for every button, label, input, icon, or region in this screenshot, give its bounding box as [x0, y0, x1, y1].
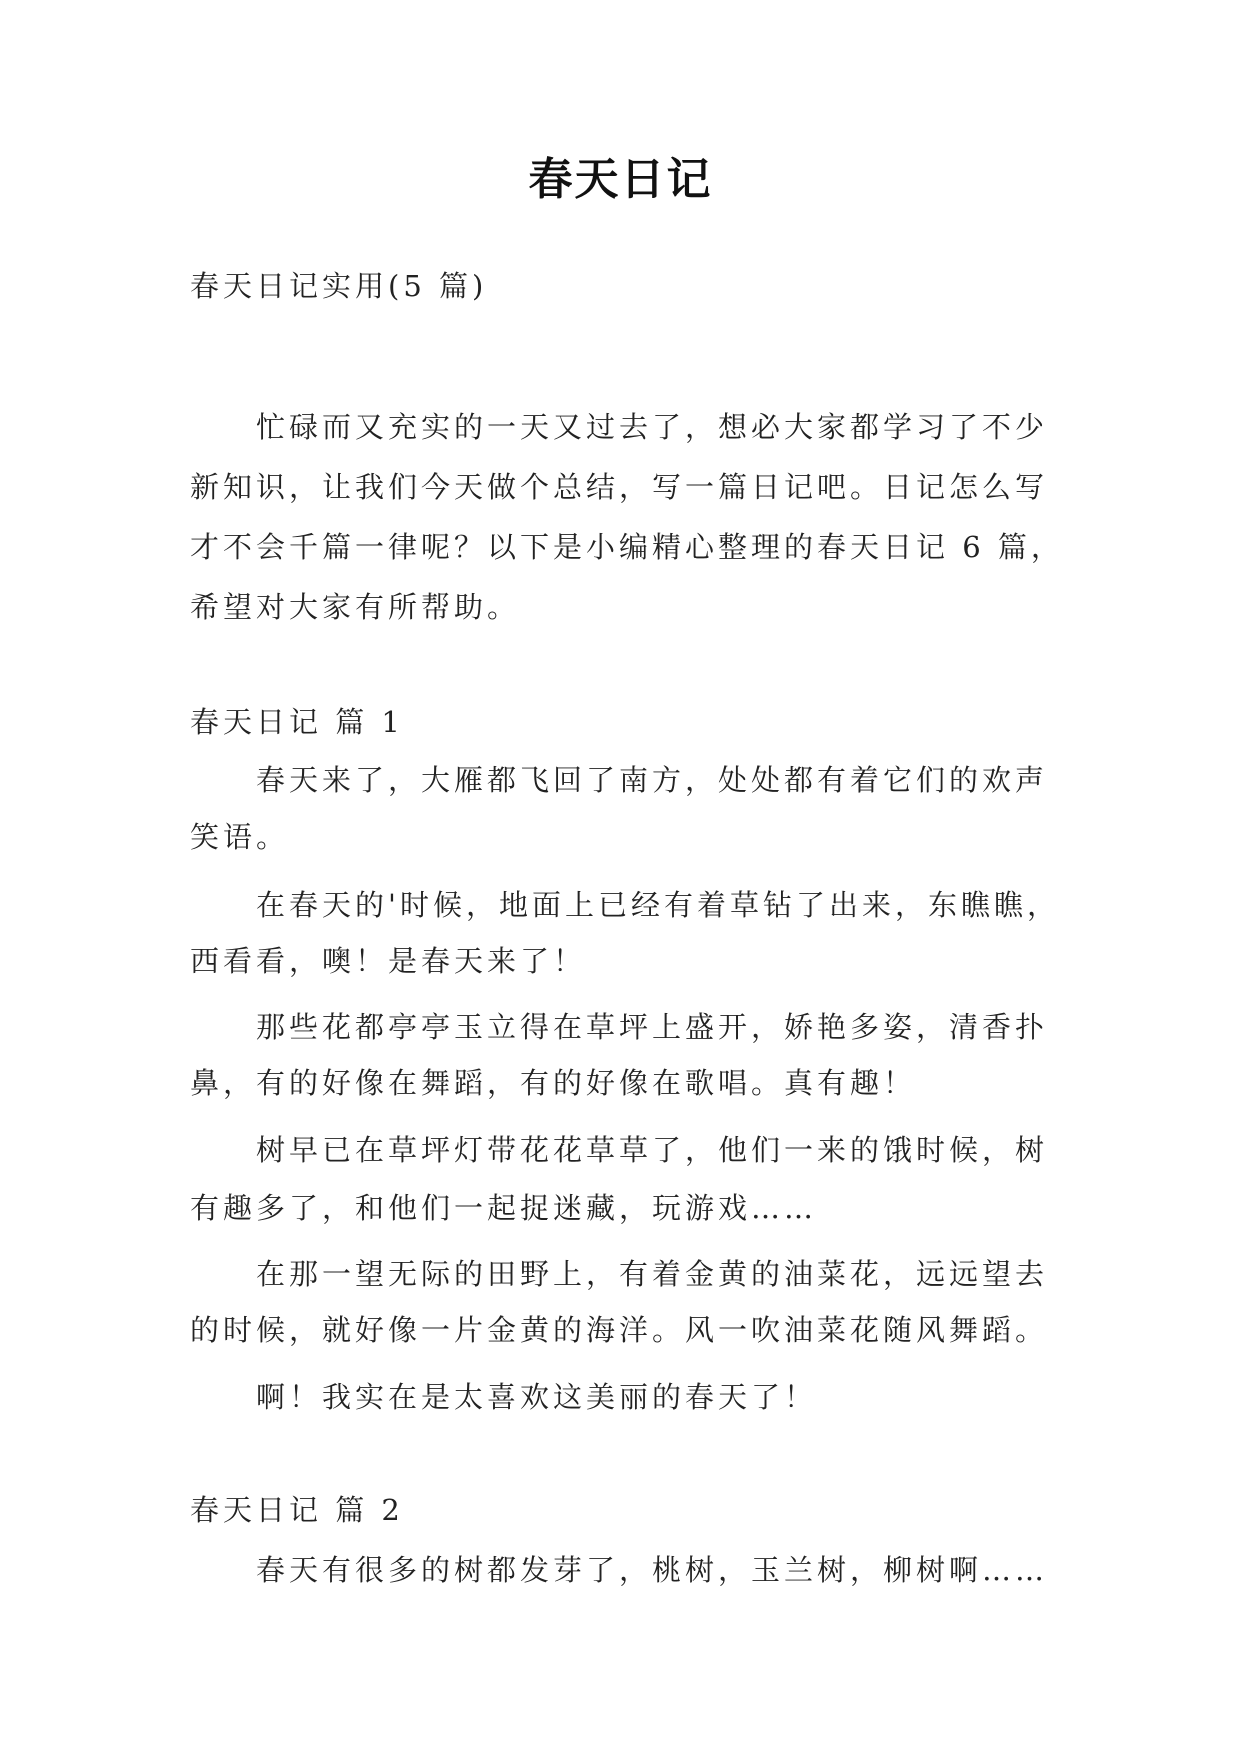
intro-line: 才不会千篇一律呢？以下是小编精心整理的春天日记 6 篇， [190, 530, 1064, 564]
paragraph-line: 有趣多了，和他们一起捉迷藏，玩游戏…… [190, 1191, 818, 1225]
paragraph-line: 春天来了，大雁都飞回了南方，处处都有着它们的欢声 [256, 763, 1049, 797]
paragraph-line: 笑语。 [190, 820, 290, 854]
paragraph-line: 春天有很多的树都发芽了，桃树，玉兰树，柳树啊…… [256, 1553, 1049, 1587]
paragraph-line: 西看看，噢！是春天来了！ [190, 944, 587, 978]
document-title: 春天日记 [528, 154, 713, 205]
paragraph-line: 那些花都亭亭玉立得在草坪上盛开，娇艳多姿，清香扑 [256, 1010, 1049, 1044]
section-heading: 春天日记 篇 2 [190, 1493, 404, 1527]
paragraph-line: 啊！我实在是太喜欢这美丽的春天了！ [256, 1380, 818, 1414]
paragraph-line: 的时候，就好像一片金黄的海洋。风一吹油菜花随风舞蹈。 [190, 1313, 1049, 1347]
intro-line: 希望对大家有所帮助。 [190, 590, 521, 624]
paragraph-line: 鼻，有的好像在舞蹈，有的好像在歌唱。真有趣！ [190, 1066, 917, 1100]
paragraph-line: 在那一望无际的田野上，有着金黄的油菜花，远远望去 [256, 1257, 1049, 1291]
document-subtitle: 春天日记实用(5 篇) [190, 269, 488, 303]
paragraph-line: 树早已在草坪灯带花花草草了，他们一来的饿时候，树 [256, 1133, 1049, 1167]
section-heading: 春天日记 篇 1 [190, 705, 404, 739]
paragraph-line: 在春天的'时候，地面上已经有着草钻了出来，东瞧瞧， [256, 888, 1060, 922]
intro-line: 忙碌而又充实的一天又过去了，想必大家都学习了不少 [256, 410, 1049, 444]
intro-line: 新知识，让我们今天做个总结，写一篇日记吧。日记怎么写 [190, 470, 1049, 504]
